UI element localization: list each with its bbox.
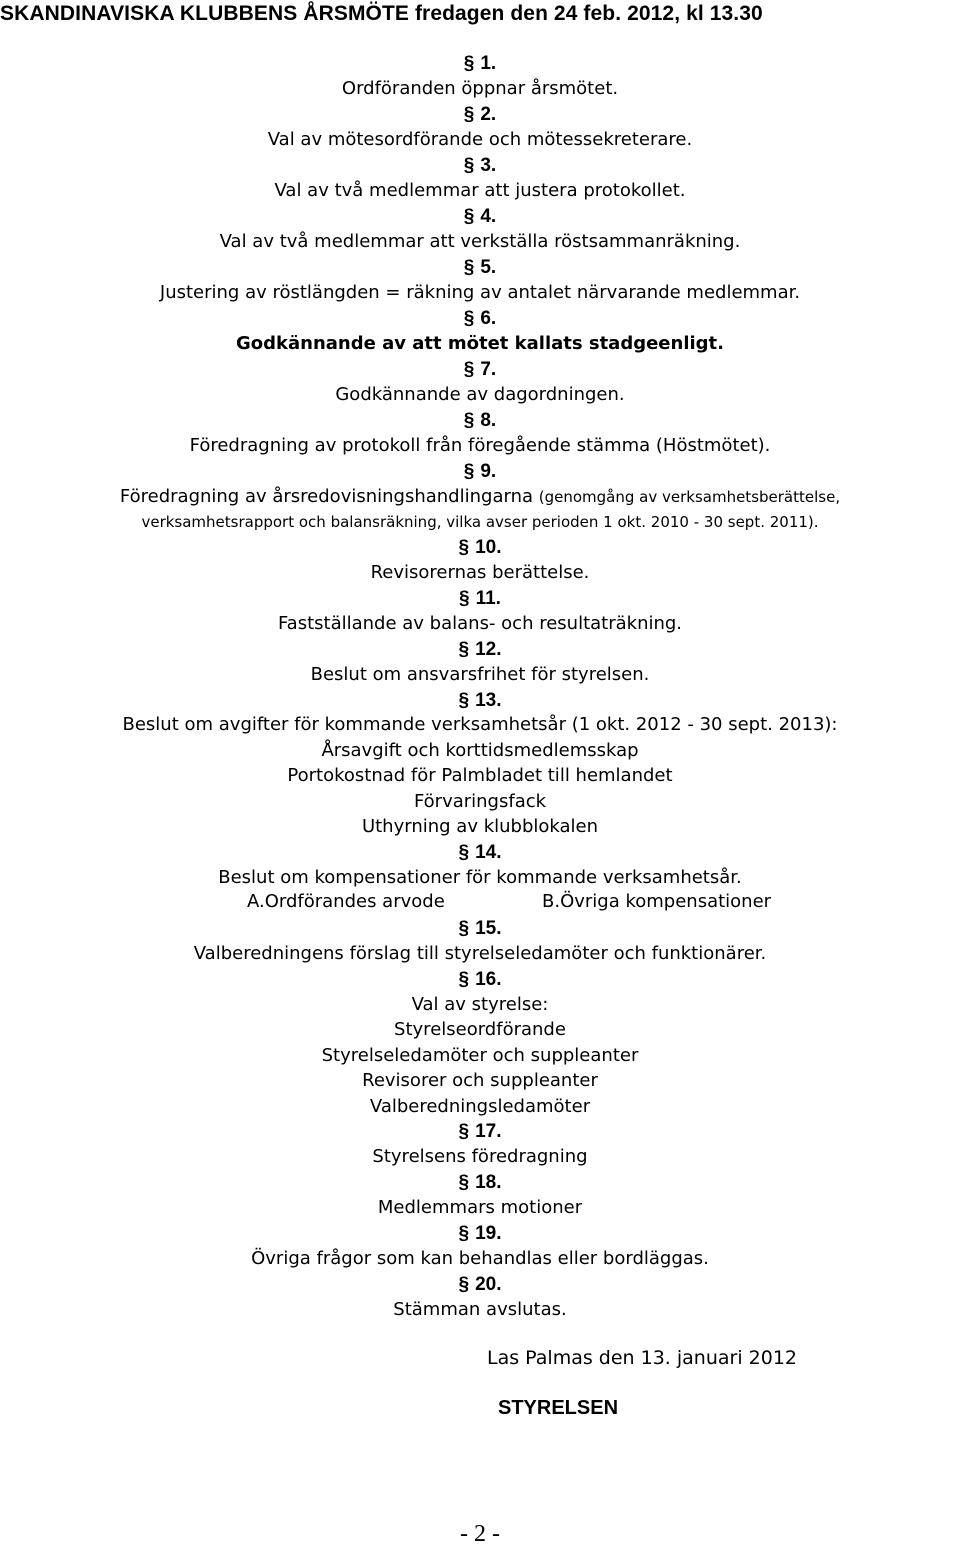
section-9-note: (genomgång av verksamhetsberättelse,	[538, 488, 841, 506]
section-7-text: Godkännande av dagordningen.	[335, 384, 625, 405]
section-8-text: Föredragning av protokoll från föregående stämma (Höstmötet).	[189, 435, 771, 456]
section-9-text	[0, 485, 960, 509]
section-20	[0, 1273, 960, 1297]
section-number: 3.	[480, 155, 497, 176]
section-5-text: Justering av röstlängden = räkning av antalet närvarande medlemmar.	[159, 282, 801, 303]
section-symbol: §	[463, 104, 475, 125]
section-number: 7.	[480, 359, 497, 380]
section-number: 15.	[475, 918, 502, 939]
section-symbol: §	[458, 1172, 470, 1193]
section-7	[0, 358, 960, 382]
section-symbol: §	[458, 1274, 470, 1295]
section-15	[0, 917, 960, 941]
section-symbol: §	[463, 410, 475, 431]
section-number: 5.	[480, 257, 497, 278]
section-13-sub-1: Årsavgift och korttidsmedlemsskap	[321, 740, 639, 761]
section-symbol: §	[458, 1223, 470, 1244]
page-number: - 2 -	[460, 1521, 500, 1547]
section-19-text: Övriga frågor som kan behandlas eller bordläggas.	[251, 1248, 709, 1269]
signature: STYRELSEN	[498, 1397, 619, 1419]
section-symbol: §	[458, 690, 470, 711]
section-18-text: Medlemmars motioner	[377, 1197, 583, 1218]
section-number: 18.	[475, 1172, 502, 1193]
section-17	[0, 1120, 960, 1144]
section-3-text: Val av två medlemmar att justera protokollet.	[274, 180, 686, 201]
section-20-text: Stämman avslutas.	[393, 1299, 567, 1320]
section-4	[0, 205, 960, 229]
section-5	[0, 256, 960, 280]
section-14	[0, 841, 960, 865]
section-17-text: Styrelsens föredragning	[372, 1146, 588, 1167]
section-16-sub-4: Valberedningsledamöter	[369, 1096, 591, 1117]
section-16-sub-2: Styrelseledamöter och suppleanter	[321, 1045, 639, 1066]
section-symbol: §	[463, 461, 475, 482]
section-symbol: §	[463, 155, 475, 176]
section-14-sub-b: B.Övriga kompensationer	[542, 891, 772, 912]
section-12	[0, 638, 960, 662]
section-3	[0, 154, 960, 178]
section-symbol: §	[463, 206, 475, 227]
section-symbol: §	[458, 639, 470, 660]
section-number: 14.	[475, 842, 502, 863]
section-symbol: §	[458, 842, 470, 863]
section-symbol: §	[458, 918, 470, 939]
section-symbol: §	[463, 359, 475, 380]
section-number: 10.	[475, 537, 502, 558]
section-symbol: §	[463, 53, 475, 74]
section-number: 9.	[480, 461, 497, 482]
section-symbol: §	[458, 969, 470, 990]
section-8	[0, 409, 960, 433]
section-18	[0, 1171, 960, 1195]
section-number: 8.	[480, 410, 497, 431]
section-9	[0, 460, 960, 484]
section-6	[0, 307, 960, 331]
section-symbol: §	[463, 308, 475, 329]
section-10	[0, 536, 960, 560]
section-19	[0, 1222, 960, 1246]
section-2-text: Val av mötesordförande och mötessekreterare.	[267, 129, 693, 150]
section-number: 16.	[475, 969, 502, 990]
section-16	[0, 968, 960, 992]
section-number: 13.	[475, 690, 502, 711]
place-date: Las Palmas den 13. januari 2012	[487, 1347, 798, 1369]
section-12-text: Beslut om ansvarsfrihet för styrelsen.	[310, 664, 650, 685]
section-symbol: §	[458, 537, 470, 558]
section-number: 11.	[475, 588, 501, 609]
section-symbol: §	[459, 588, 470, 609]
section-11	[0, 587, 960, 611]
section-11-text: Fastställande av balans- och resultaträkning.	[277, 613, 683, 634]
section-14-sub-a: A.Ordförandes arvode	[247, 891, 445, 912]
section-9-note-continued: verksamhetsrapport och balansräkning, vilka avser perioden 1 okt. 2010 - 30 sept. 2011).	[141, 513, 819, 531]
section-10-text: Revisorernas berättelse.	[370, 562, 590, 583]
section-1-text: Ordföranden öppnar årsmötet.	[341, 78, 619, 99]
section-number: 12.	[475, 639, 502, 660]
section-2	[0, 103, 960, 127]
section-13-sub-4: Uthyrning av klubblokalen	[361, 816, 599, 837]
section-13-sub-2: Portokostnad för Palmbladet till hemlandet	[287, 765, 673, 786]
section-16-sub-3: Revisorer och suppleanter	[362, 1070, 598, 1091]
section-4-text: Val av två medlemmar att verkställa röstsammanräkning.	[219, 231, 741, 252]
section-1	[0, 52, 960, 76]
section-number: 19.	[475, 1223, 502, 1244]
section-number: 1.	[480, 53, 497, 74]
section-number: 6.	[480, 308, 497, 329]
document-title: SKANDINAVISKA KLUBBENS ÅRSMÖTE fredagen den 24 feb. 2012, kl 13.30	[0, 2, 763, 25]
section-14-text: Beslut om kompensationer för kommande verksamhetsår.	[218, 867, 742, 888]
section-13-text: Beslut om avgifter för kommande verksamhetsår (1 okt. 2012 - 30 sept. 2013):	[122, 714, 838, 735]
section-13-sub-3: Förvaringsfack	[413, 791, 547, 812]
section-16-text: Val av styrelse:	[411, 994, 549, 1015]
section-15-text: Valberedningens förslag till styrelseledamöter och funktionärer.	[193, 943, 767, 964]
section-13	[0, 689, 960, 713]
section-6-text: Godkännande av att mötet kallats stadgeenligt.	[236, 333, 724, 354]
section-number: 4.	[480, 206, 497, 227]
section-9-main: Föredragning av årsredovisningshandlingarna	[119, 486, 534, 507]
section-number: 17.	[475, 1121, 502, 1142]
section-symbol: §	[458, 1121, 470, 1142]
section-number: 20.	[475, 1274, 502, 1295]
section-number: 2.	[480, 104, 497, 125]
section-16-sub-1: Styrelseordförande	[394, 1019, 566, 1040]
section-symbol: §	[463, 257, 475, 278]
